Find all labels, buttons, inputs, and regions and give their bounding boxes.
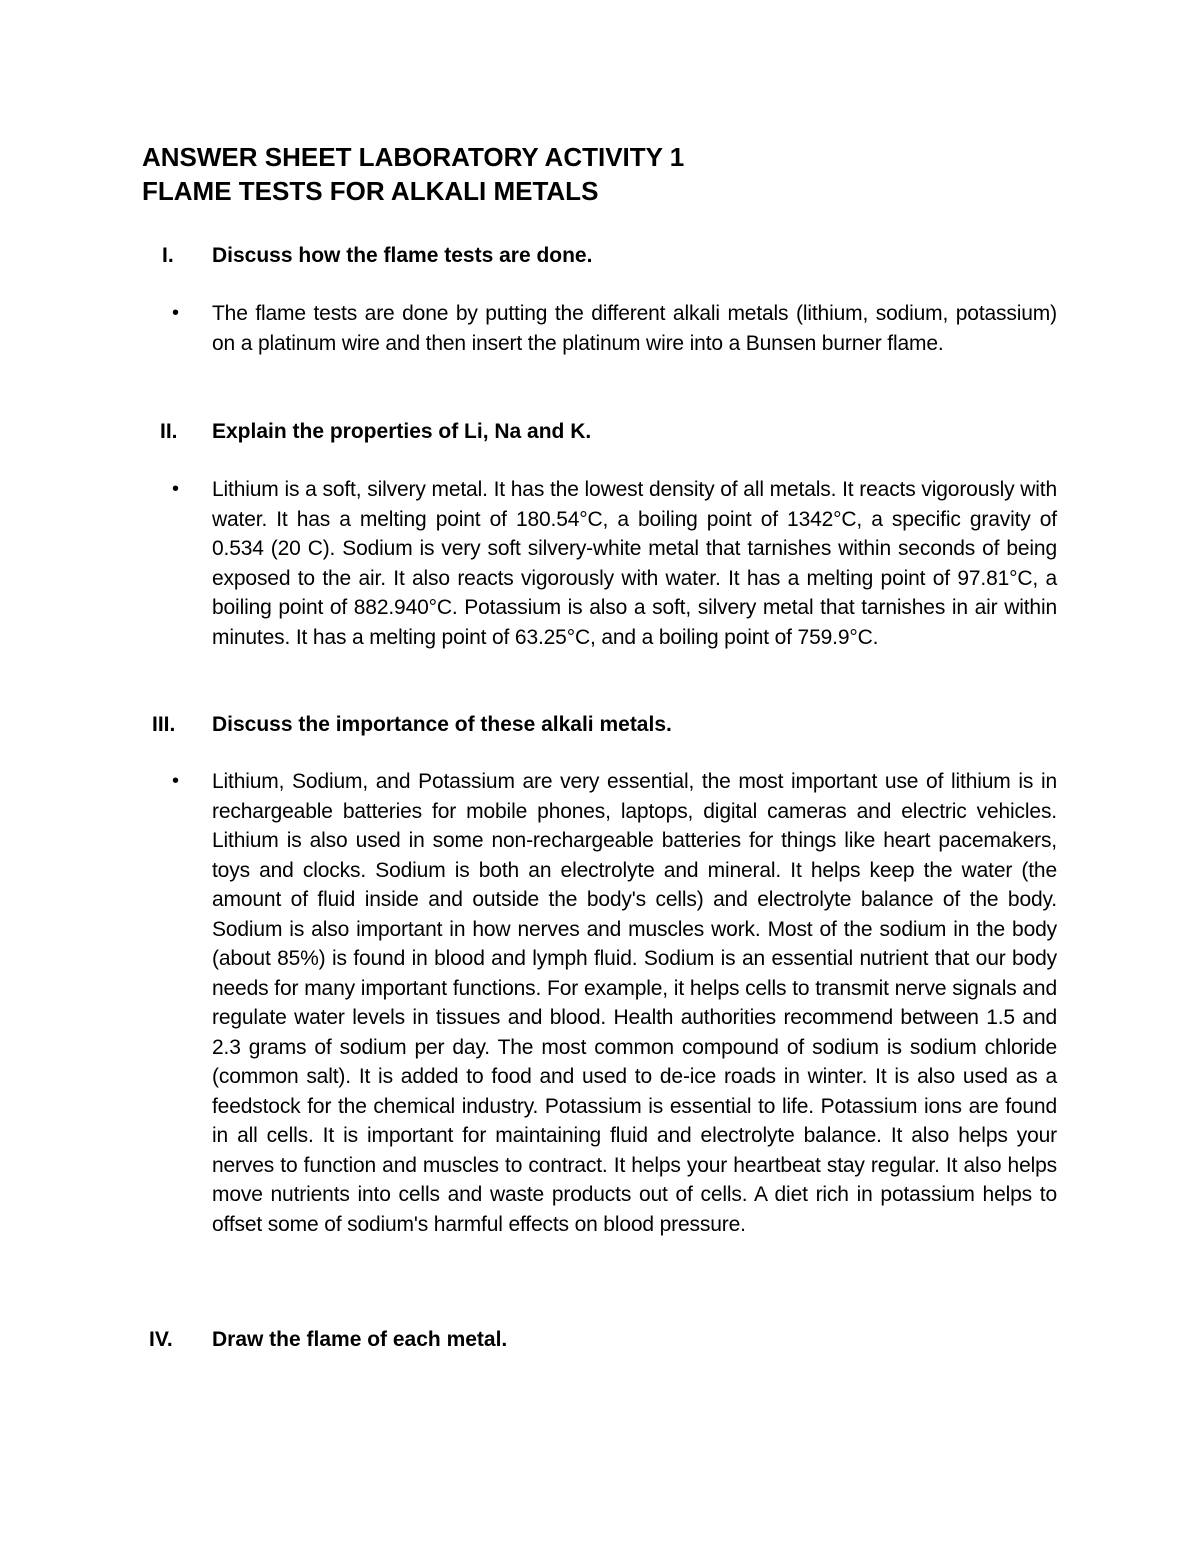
document-title: ANSWER SHEET LABORATORY ACTIVITY 1	[142, 142, 685, 172]
section-heading-text: Discuss how the flame tests are done.	[212, 244, 593, 267]
answer-text-1: The flame tests are done by putting the different alkali metals (lithium, sodium, potassium) on a platinum wire and then insert the platinum wire into a Bunsen burner flame.	[212, 302, 1057, 355]
bullet-icon: •	[172, 770, 180, 792]
section-numeral: I.	[162, 244, 174, 267]
bullet-icon: •	[172, 302, 180, 324]
section-numeral: IV.	[149, 1328, 173, 1351]
answer-text-3: Lithium, Sodium, and Potassium are very essential, the most important use of lithium is in rechargeable batteries for mobile phones, laptops, digital cameras and electric vehicles. Lithium is also used in some non-rechargeable batteries for things like heart pacemakers, toys and clocks. Sodium is both an electrolyte and mineral. It helps keep the water (the amount of fluid inside and outside the body's cells) and electrolyte balance of the body. Sodium is also important in how nerves and muscles work. Most of the sodium in the body (about 85%) is found in blood and lymph fluid. Sodium is an essential nutrient that our body needs for many important functions. For example, it helps cells to transmit nerve signals and regulate water levels in tissues and blood. Health authorities recommend between 1.5 and 2.3 grams of sodium per day. The most common compound of sodium is sodium chloride (common salt). It is added to food and used to de-ice roads in winter. It is also used as a feedstock for the chemical industry. Potassium is essential to life. Potassium ions are found in all cells. It is important for maintaining fluid and electrolyte balance. It also helps your nerves to function and muscles to contract. It helps your heartbeat stay regular. It also helps move nutrients into cells and waste products out of cells. A diet rich in potassium helps to offset some of sodium's harmful effects on blood pressure.	[212, 770, 1057, 1236]
document-subtitle: FLAME TESTS FOR ALKALI METALS	[142, 176, 599, 206]
section-heading-text: Explain the properties of Li, Na and K.	[212, 420, 592, 443]
bullet-icon: •	[172, 478, 180, 500]
section-numeral: III.	[152, 713, 176, 736]
section-heading-text: Draw the flame of each metal.	[212, 1328, 508, 1351]
section-heading-text: Discuss the importance of these alkali metals.	[212, 713, 672, 736]
section-numeral: II.	[160, 420, 178, 443]
answer-text-2: Lithium is a soft, silvery metal. It has the lowest density of all metals. It reacts vigorously with water. It has a melting point of 180.54°C, a boiling point of 1342°C, a specific gravity of 0.534 (20 C). Sodium is very soft silvery-white metal that tarnishes within seconds of being exposed to the air. It also reacts vigorously with water. It has a melting point of 97.81°C, a boiling point of 882.940°C. Potassium is also a soft, silvery metal that tarnishes in air within minutes. It has a melting point of 63.25°C, and a boiling point of 759.9°C.	[212, 478, 1057, 649]
